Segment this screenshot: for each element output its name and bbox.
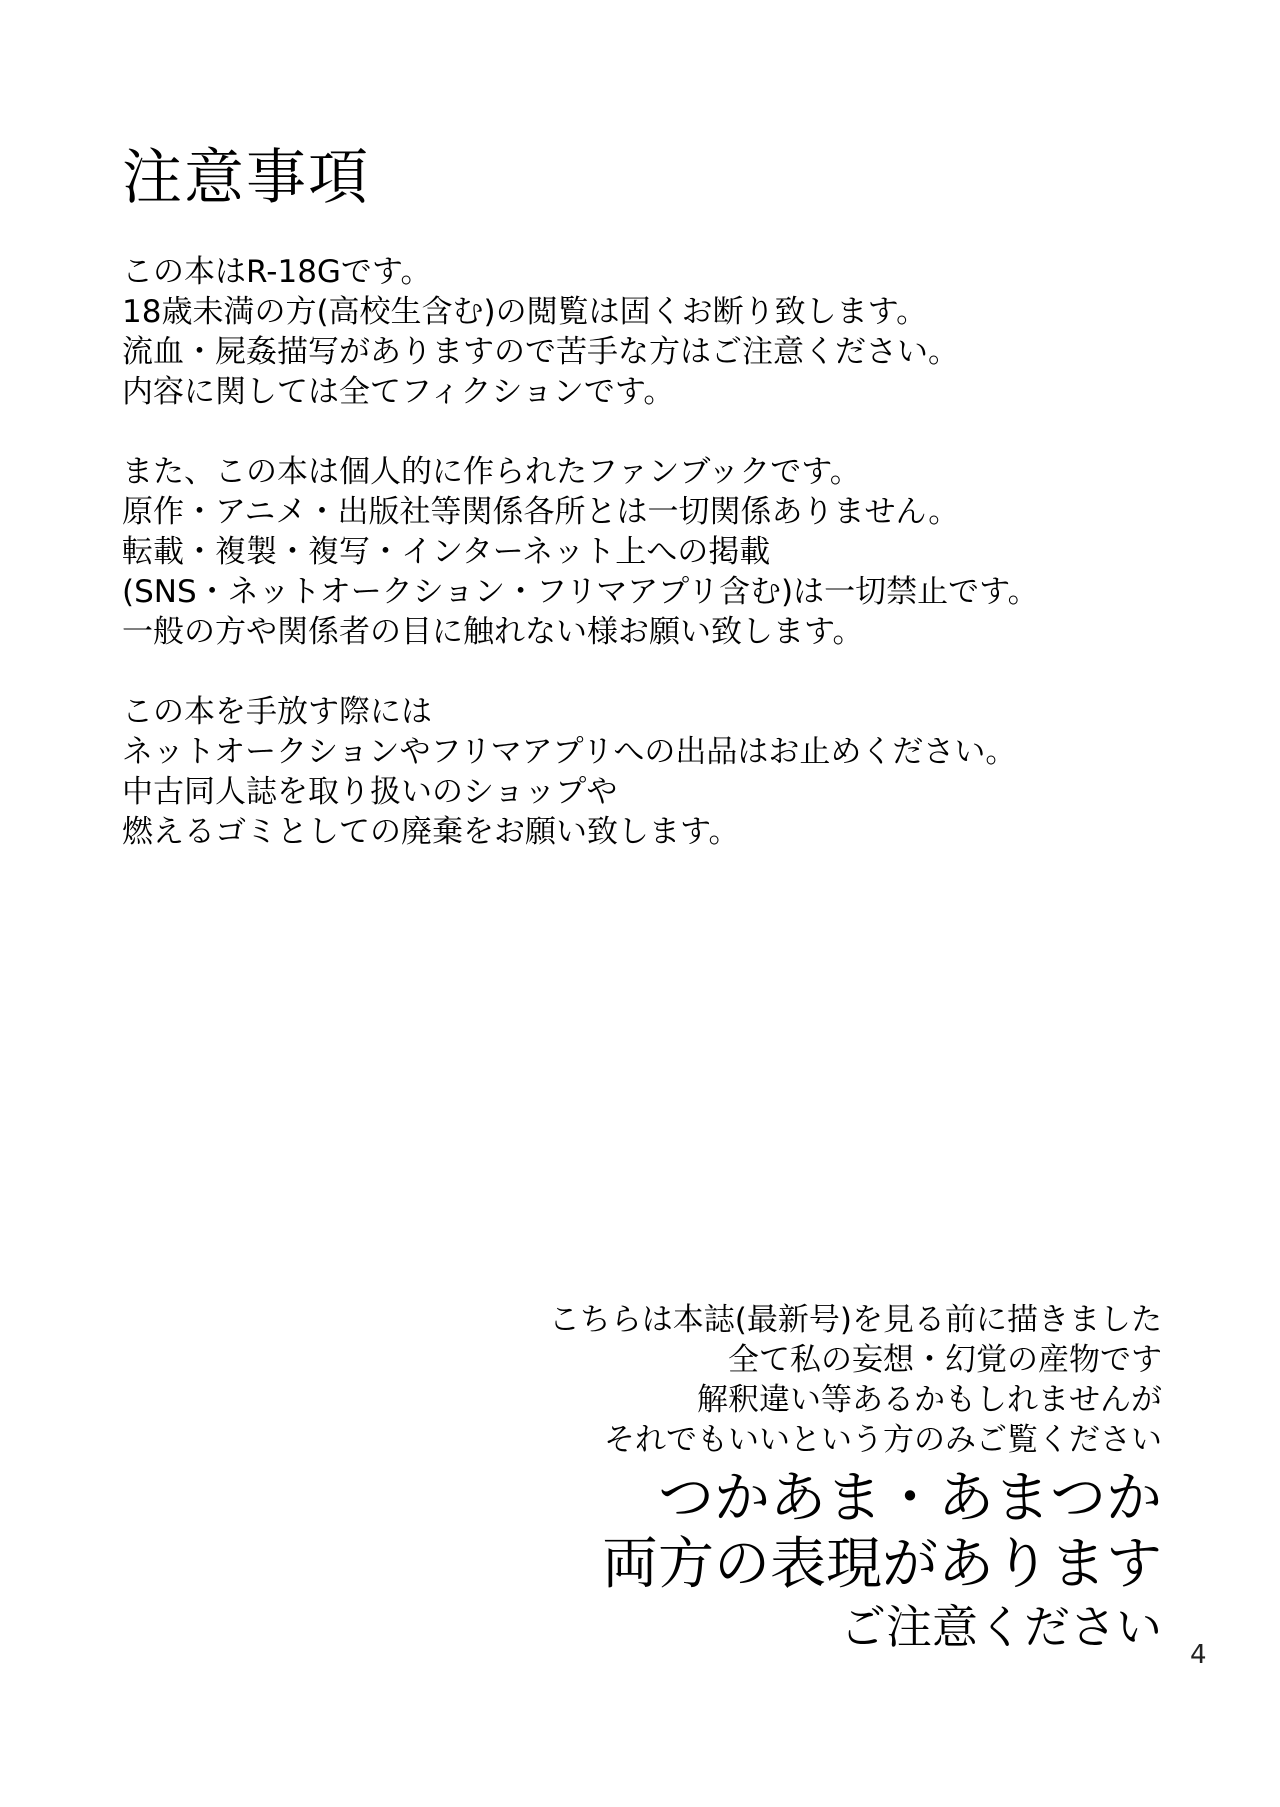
- notes-line: また、この本は個人的に作られたファンブックです。: [122, 454, 861, 490]
- closing-line: それでもいいという方のみご覧ください: [604, 1422, 1162, 1458]
- page-title: 注意事項: [122, 143, 370, 213]
- notes-line: 内容に関しては全てフィクションです。: [122, 374, 675, 410]
- notes-line: 燃えるゴミとしての廃棄をお願い致します。: [122, 814, 740, 850]
- notes-line: 一般の方や関係者の目に触れない様お願い致します。: [122, 614, 864, 650]
- notes-line: 原作・アニメ・出版社等関係各所とは一切関係ありません。: [122, 494, 960, 530]
- notes-line: 中古同人誌を取り扱いのショップや: [122, 774, 618, 810]
- page-number: 4: [1190, 1640, 1207, 1670]
- closing-line: 解釈違い等あるかもしれませんが: [697, 1382, 1162, 1418]
- notes-line: ネットオークションやフリマアプリへの出品はお止めください。: [122, 734, 1017, 770]
- notes-paragraph-rating: [122, 252, 1222, 412]
- notes-paragraph-disposal: [122, 692, 1222, 852]
- notes-line: (SNS・ネットオークション・フリマアプリ含む)は一切禁止です。: [122, 574, 1039, 610]
- notes-line: この本はR-18Gです。: [122, 254, 432, 290]
- notes-line: 転載・複製・複写・インターネット上への掲載: [122, 534, 771, 570]
- closing-final-line: ご注意ください: [840, 1600, 1162, 1654]
- notes-line: 流血・屍姦描写がありますので苦手な方はご注意ください。: [122, 334, 959, 370]
- closing-line: 全て私の妄想・幻覚の産物です: [728, 1342, 1162, 1378]
- notes-paragraph-fanbook: [122, 452, 1222, 652]
- closing-notice: [549, 1300, 1162, 1656]
- notes-line: 18歳未満の方(高校生含む)の閲覧は固くお断り致します。: [122, 294, 928, 330]
- notes-section: [122, 252, 1222, 892]
- closing-emphasis-line: 両方の表現があります: [602, 1532, 1162, 1597]
- notes-line: この本を手放す際には: [122, 694, 432, 730]
- closing-emphasis-line: つかあま・あまつか: [658, 1466, 1162, 1531]
- closing-line: こちらは本誌(最新号)を見る前に描きました: [548, 1302, 1162, 1338]
